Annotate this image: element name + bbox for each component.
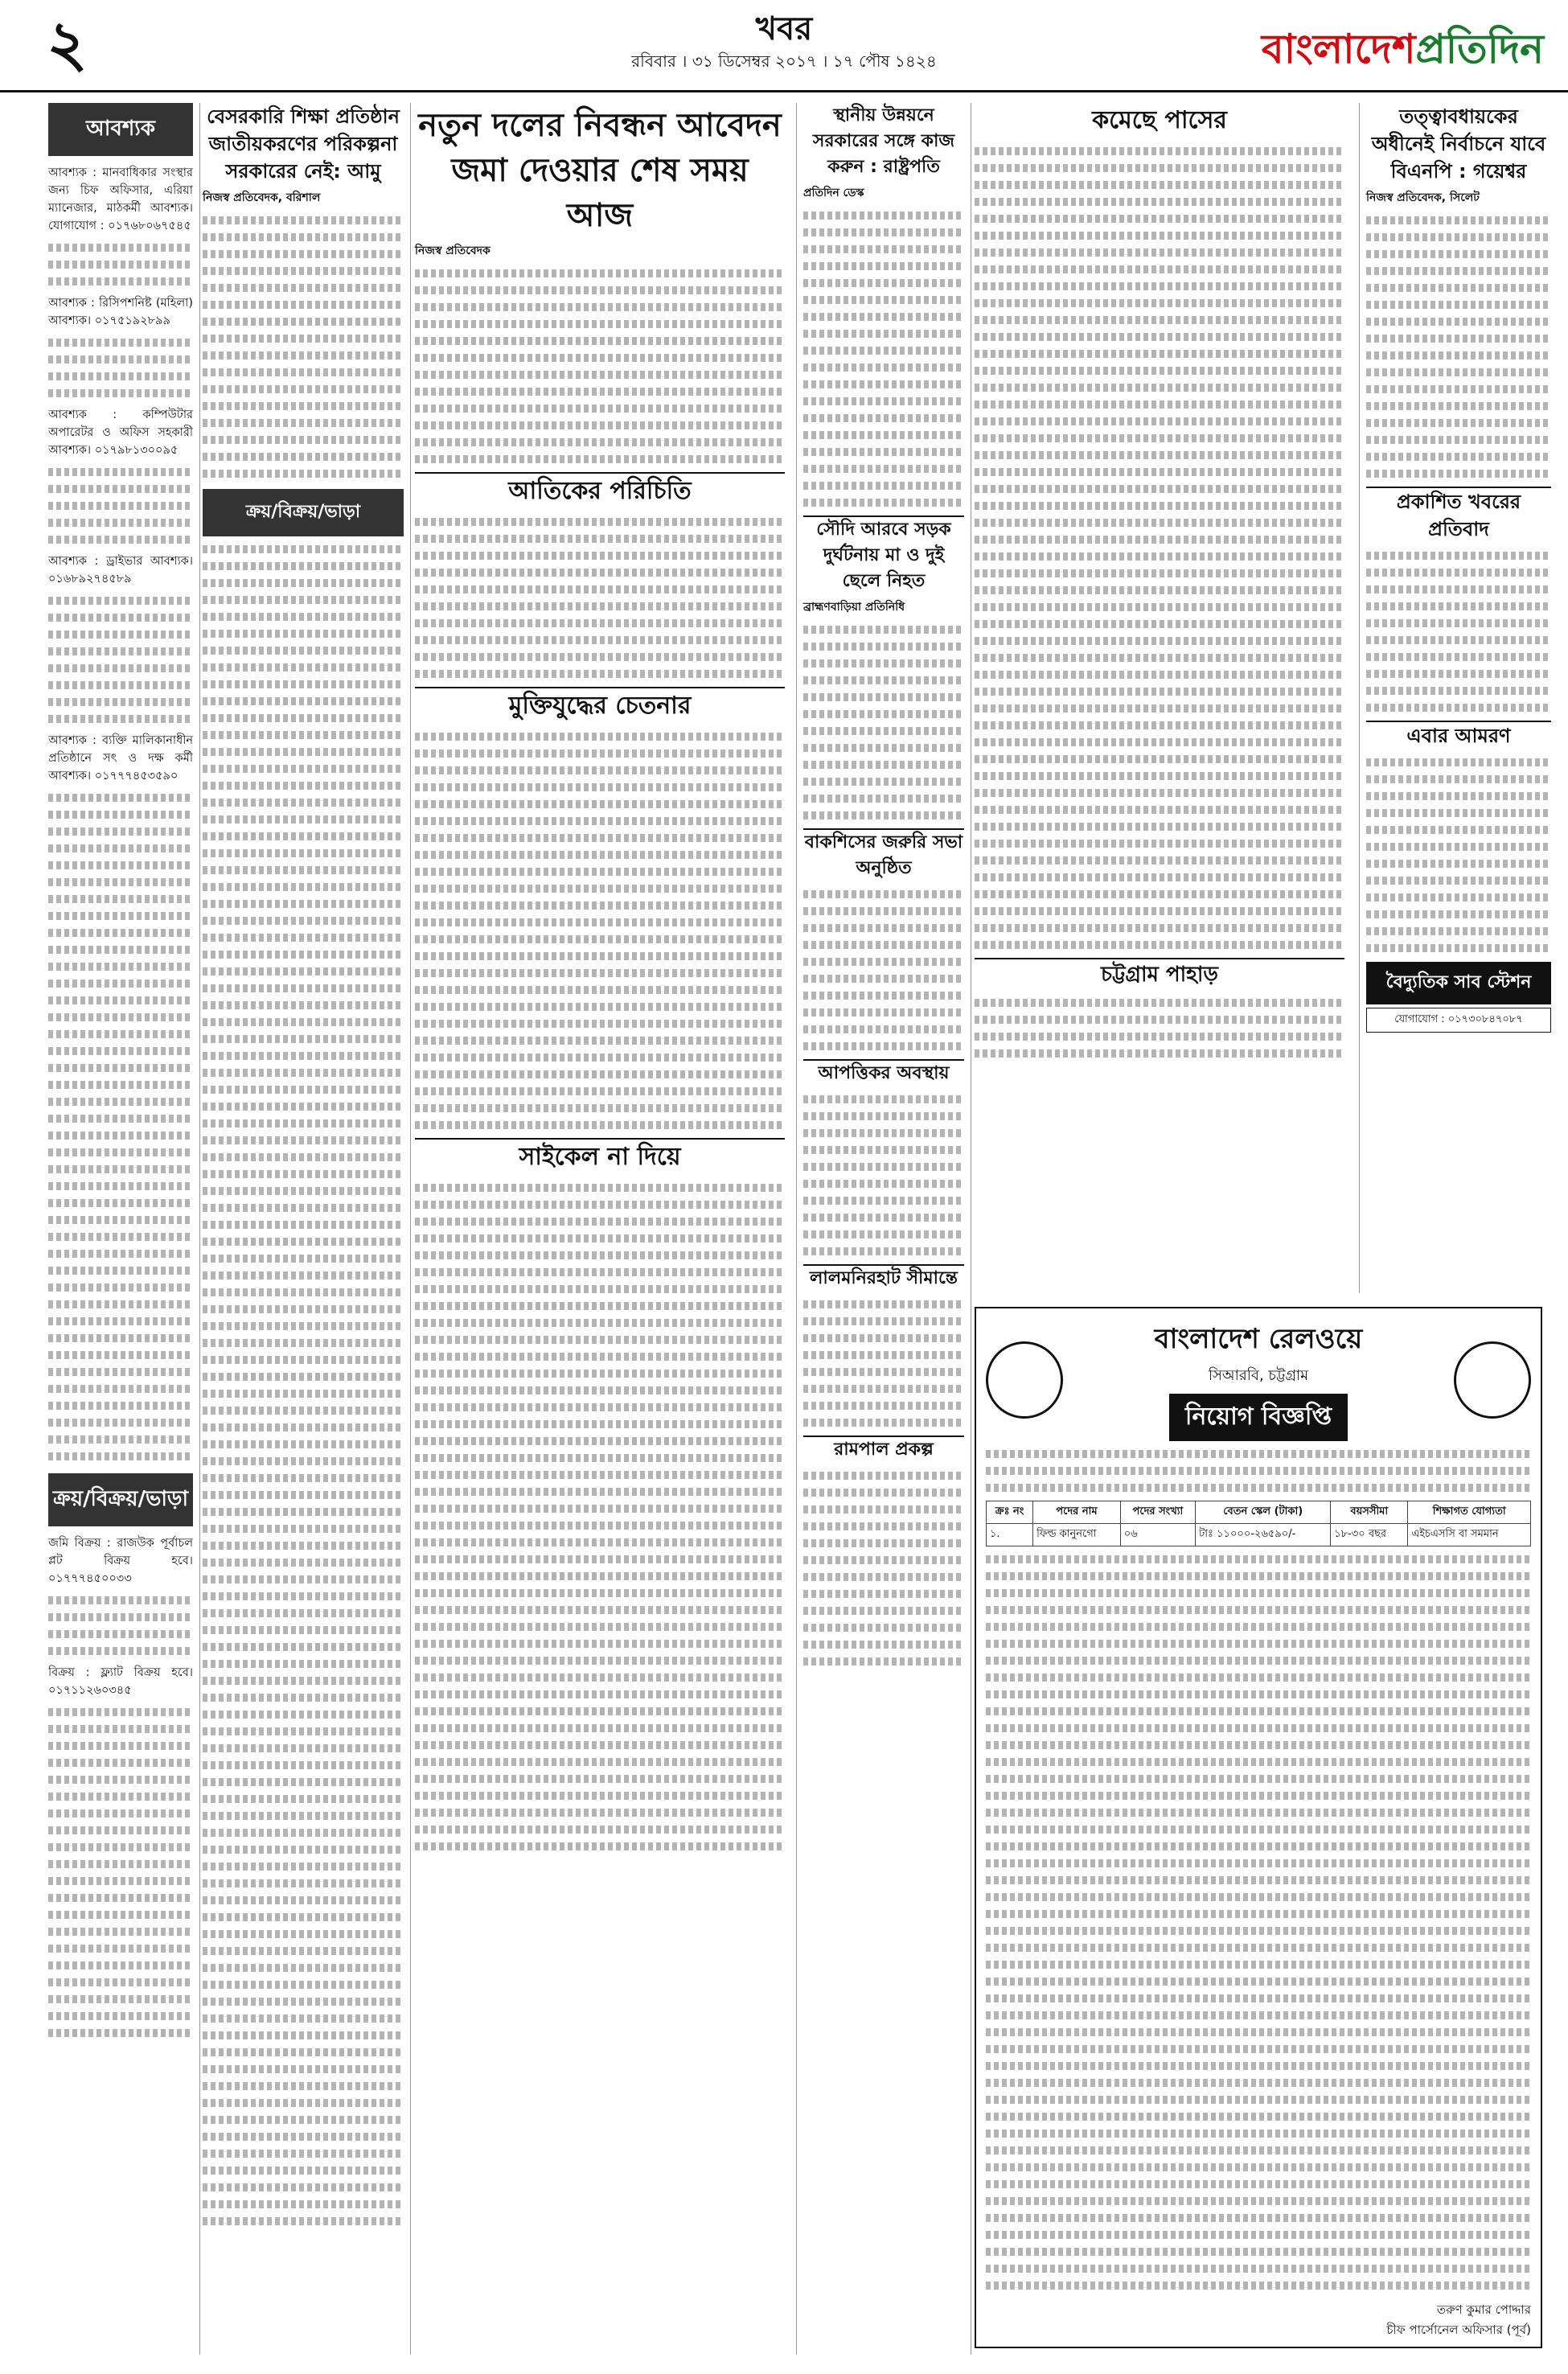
classified-heading: ক্রয়/বিক্রয়/ভাড়া xyxy=(203,489,404,536)
railway-title: নিয়োগ বিজ্ঞপ্তি xyxy=(1169,1394,1348,1441)
railway-org: বাংলাদেশ রেলওয়ে xyxy=(1154,1323,1363,1355)
classified-entry: জমি বিক্রয় : রাজউক পূর্বাচল প্লট বিক্রয় হবে। ০১৭৭৭৪৫০০৩৩ xyxy=(48,1537,193,1585)
power-station-contact: যোগাযোগ : ০১৭৩০৮৪৭০৮৭ xyxy=(1366,1008,1551,1033)
classified-list xyxy=(48,164,193,1460)
headline-lalmonirhat: লালমনিরহাট সীমান্তে xyxy=(803,1264,964,1292)
headline-again: এবার আমরণ xyxy=(1366,721,1551,750)
column-5 xyxy=(975,103,1344,1293)
classifieds-column xyxy=(48,103,200,2355)
vacancy-table: ক্রঃ নং পদের নাম পদের সংখ্যা বেতন স্কেল (টাকা) বয়সসীমা শিক্ষাগত যোগ্যতা ১. ফিল্ড কানুনগো ০৬ টাঃ ১১০০০-২৬৫৯০/- ১৮-৩০ বছর এইচএসসি বা সমমান xyxy=(986,1501,1531,1546)
railway-notice xyxy=(975,1307,1542,2348)
page-number: ২ xyxy=(47,8,88,80)
headline-liberation: মুক্তিযুদ্ধের চেতনার xyxy=(415,687,785,724)
masthead xyxy=(0,0,1568,92)
article-body xyxy=(203,216,404,478)
headline-protest: প্রকাশিত খবরের প্রতিবাদ xyxy=(1366,487,1551,543)
column-2 xyxy=(203,103,411,2355)
byline: নিজস্ব প্রতিবেদক, বরিশাল xyxy=(203,191,321,204)
newspaper-logo: বাংলাদেশপ্রতিদিন xyxy=(1261,26,1544,72)
classified-list xyxy=(203,545,404,2225)
classified-entry: আবশ্যক : ব্যক্তি মালিকানাধীন প্রতিষ্ঠানে সৎ ও দক্ষ কর্মী আবশ্যক। ০১৭৭৭৪৫৩৫৯০ xyxy=(48,734,193,782)
headline-saudi: সৌদি আরবে সড়ক দুর্ঘটনায় মা ও দুই ছেলে নিহত xyxy=(803,515,964,594)
byline: নিজস্ব প্রতিবেদক xyxy=(415,244,491,257)
classified-heading: আবশ্যক xyxy=(48,103,193,156)
bangladesh-emblem-icon xyxy=(1454,1341,1531,1419)
headline-baksis: বাকশিসের জরুরি সভা অনুষ্ঠিত xyxy=(803,828,964,881)
headline-caretaker: তত্ত্বাবধায়কের অধীনেই নির্বাচনে যাবে বিএনপি : গয়েশ্বর xyxy=(1371,105,1546,183)
headline-pass-rate: কমেছে পাসের xyxy=(1092,106,1227,134)
section-name: খবর xyxy=(755,10,813,47)
headline-introduction: আতিকের পরিচিতি xyxy=(415,472,785,509)
railway-emblem-icon xyxy=(986,1341,1063,1419)
classified-entry: আবশ্যক : মানবাধিকার সংস্থার জন্য চিফ অফিসার, এরিয়া ম্যানেজার, মাঠকর্মী আবশ্যক। যোগাযোগ : ০১৭৬৮০৬৭৫৪৫ xyxy=(48,166,193,232)
byline: প্রতিদিন ডেস্ক xyxy=(803,187,864,199)
signature-block: তরুণ কুমার পোদ্দার চীফ পার্সোনেল অফিসার (পূর্ব) xyxy=(1386,2302,1531,2337)
headline-chittagong: চট্টগ্রাম পাহাড় xyxy=(975,958,1344,990)
headline-local-dev: স্থানীয় উন্নয়নে সরকারের সঙ্গে কাজ করুন : রাষ্ট্রপতি xyxy=(812,105,955,177)
article-body xyxy=(415,269,785,463)
power-station-ad: বৈদ্যুতিক সাব স্টেশন xyxy=(1366,962,1551,1004)
headline-atiq: আপত্তিকর অবস্থায় xyxy=(803,1059,964,1086)
headline-rampal: রামপাল প্রকল্প xyxy=(803,1435,964,1463)
headline-bicycle: সাইকেল না দিয়ে xyxy=(415,1138,785,1175)
table-row: ১. ফিল্ড কানুনগো ০৬ টাঃ ১১০০০-২৬৫৯০/- ১৮-৩০ বছর এইচএসসি বা সমমান xyxy=(987,1524,1531,1546)
classified-entry: বিক্রয় : ফ্ল্যাট বিক্রয় হবে। ০১৭১১২৬০৩৪৫ xyxy=(48,1666,193,1697)
lead-story xyxy=(415,103,785,2355)
classified-entry: আবশ্যক : ড্রাইভার আবশ্যক। ০১৬৮৯২৭৪৫৮৯ xyxy=(48,555,193,585)
classified-entry: আবশ্যক : কম্পিউটার অপারেটর ও অফিস সহকারী আবশ্যক। ০১৭৯৮১৩০০৯৫ xyxy=(48,409,193,457)
headline-registration: নতুন দলের নিবন্ধন আবেদন জমা দেওয়ার শেষ সময় আজ xyxy=(418,107,782,234)
railway-office: সিআরবি, চট্টগ্রাম xyxy=(1208,1367,1309,1384)
classified-entry: আবশ্যক : রিসিপশনিষ্ট (মহিলা) আবশ্যক। ০১৭৫১৯২৮৯৯ xyxy=(48,297,193,327)
column-6 xyxy=(1359,103,1551,1293)
headline-private-edu: বেসরকারি শিক্ষা প্রতিষ্ঠান জাতীয়করণের পরিকল্পনা সরকারের নেই: আমু xyxy=(207,105,400,183)
byline: ব্রাহ্মণবাড়িয়া প্রতিনিধি xyxy=(803,601,905,614)
classified-list xyxy=(48,1534,193,2037)
classified-heading: ক্রয়/বিক্রয়/ভাড়া xyxy=(48,1473,193,1526)
column-4 xyxy=(796,103,971,2355)
byline: নিজস্ব প্রতিবেদক, সিলেট xyxy=(1366,191,1480,204)
dateline: রবিবার । ৩১ ডিসেম্বর ২০১৭ । ১৭ পৌষ ১৪২৪ xyxy=(631,51,937,71)
conditions xyxy=(986,1555,1531,2290)
